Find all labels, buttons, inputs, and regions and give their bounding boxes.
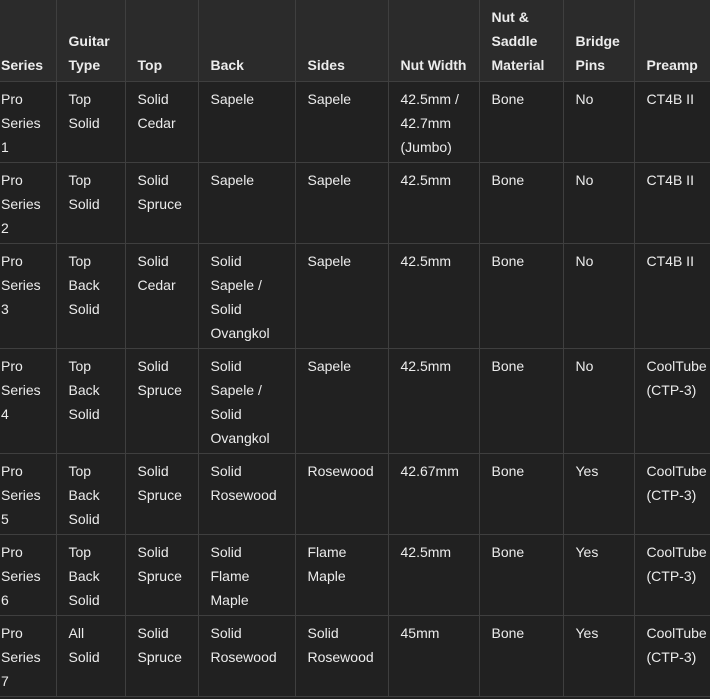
table-body [0, 82, 710, 697]
cell-sides: Flame Maple [295, 535, 388, 616]
cell-series: Pro Series 1 [0, 82, 56, 163]
cell-nut-saddle-material: Bone [479, 616, 563, 697]
cell-sides: Sapele [295, 349, 388, 454]
cell-guitar-type: Top Back Solid [56, 454, 125, 535]
cell-series: Pro Series 5 [0, 454, 56, 535]
cell-nut-saddle-material: Bone [479, 244, 563, 349]
cell-top: Solid Spruce [125, 535, 198, 616]
cell-nut-width: 42.5mm [388, 349, 479, 454]
cell-series: Pro Series 4 [0, 349, 56, 454]
cell-preamp: CoolTube (CTP-3) [634, 535, 710, 616]
cell-nut-width: 42.67mm [388, 454, 479, 535]
cell-sides: Solid Rosewood [295, 616, 388, 697]
cell-back: Solid Rosewood [198, 454, 295, 535]
cell-bridge-pins: Yes [563, 616, 634, 697]
cell-back: Solid Flame Maple [198, 535, 295, 616]
cell-back: Solid Sapele / Solid Ovangkol [198, 349, 295, 454]
cell-nut-width: 42.5mm [388, 163, 479, 244]
cell-preamp: CT4B II [634, 244, 710, 349]
cell-top: Solid Spruce [125, 349, 198, 454]
cell-guitar-type: All Solid [56, 616, 125, 697]
cell-preamp: CT4B II [634, 82, 710, 163]
cell-series: Pro Series 2 [0, 163, 56, 244]
cell-back: Sapele [198, 163, 295, 244]
cell-preamp: CoolTube (CTP-3) [634, 616, 710, 697]
cell-series: Pro Series 6 [0, 535, 56, 616]
cell-sides: Sapele [295, 163, 388, 244]
cell-nut-saddle-material: Bone [479, 163, 563, 244]
cell-back: Solid Rosewood [198, 616, 295, 697]
cell-top: Solid Cedar [125, 244, 198, 349]
table-row [0, 616, 710, 697]
cell-bridge-pins: Yes [563, 454, 634, 535]
header-back: Back [198, 0, 295, 82]
cell-nut-saddle-material: Bone [479, 535, 563, 616]
cell-preamp: CT4B II [634, 163, 710, 244]
cell-preamp: CoolTube (CTP-3) [634, 349, 710, 454]
cell-nut-width: 42.5mm / 42.7mm (Jumbo) [388, 82, 479, 163]
cell-bridge-pins: No [563, 349, 634, 454]
cell-bridge-pins: No [563, 244, 634, 349]
header-nut-width: Nut Width [388, 0, 479, 82]
cell-bridge-pins: No [563, 82, 634, 163]
header-guitar-type: Guitar Type [56, 0, 125, 82]
cell-guitar-type: Top Back Solid [56, 349, 125, 454]
cell-guitar-type: Top Back Solid [56, 244, 125, 349]
header-series: Series [0, 0, 56, 82]
table-row [0, 535, 710, 616]
cell-preamp: CoolTube (CTP-3) [634, 454, 710, 535]
cell-top: Solid Spruce [125, 163, 198, 244]
cell-series: Pro Series 3 [0, 244, 56, 349]
cell-nut-width: 42.5mm [388, 535, 479, 616]
header-row [0, 0, 710, 82]
cell-sides: Sapele [295, 82, 388, 163]
header-sides: Sides [295, 0, 388, 82]
cell-top: Solid Cedar [125, 82, 198, 163]
table-header [0, 0, 710, 82]
cell-top: Solid Spruce [125, 454, 198, 535]
table-row [0, 349, 710, 454]
cell-nut-width: 45mm [388, 616, 479, 697]
cell-series: Pro Series 7 [0, 616, 56, 697]
header-top: Top [125, 0, 198, 82]
cell-sides: Rosewood [295, 454, 388, 535]
cell-nut-saddle-material: Bone [479, 349, 563, 454]
cell-nut-saddle-material: Bone [479, 82, 563, 163]
cell-back: Sapele [198, 82, 295, 163]
cell-guitar-type: Top Solid [56, 82, 125, 163]
cell-sides: Sapele [295, 244, 388, 349]
cell-guitar-type: Top Back Solid [56, 535, 125, 616]
cell-bridge-pins: Yes [563, 535, 634, 616]
header-nut-saddle-material: Nut & Saddle Material [479, 0, 563, 82]
table-row [0, 244, 710, 349]
table-row [0, 454, 710, 535]
cell-back: Solid Sapele / Solid Ovangkol [198, 244, 295, 349]
cell-top: Solid Spruce [125, 616, 198, 697]
cell-nut-width: 42.5mm [388, 244, 479, 349]
table-row [0, 82, 710, 163]
cell-guitar-type: Top Solid [56, 163, 125, 244]
cell-bridge-pins: No [563, 163, 634, 244]
cell-nut-saddle-material: Bone [479, 454, 563, 535]
header-bridge-pins: Bridge Pins [563, 0, 634, 82]
table-row [0, 163, 710, 244]
header-preamp: Preamp [634, 0, 710, 82]
